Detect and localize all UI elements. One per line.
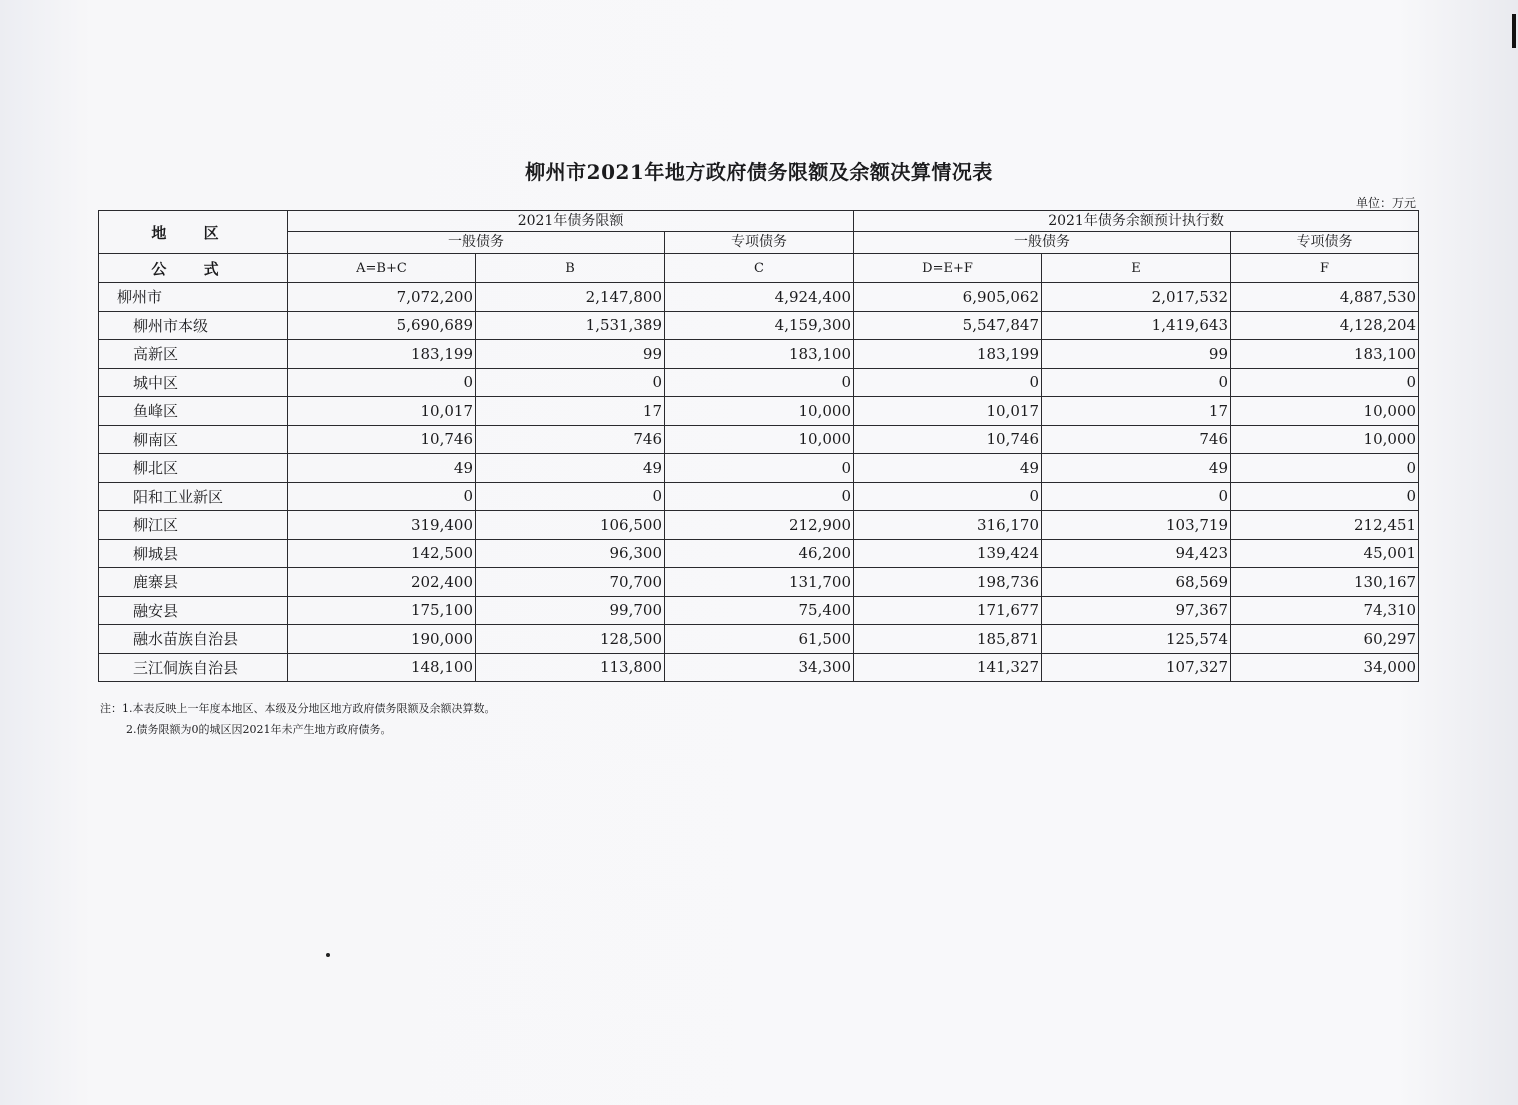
balance-total: 49	[854, 454, 1042, 483]
balance-total: 185,871	[854, 625, 1042, 654]
balance-special-header: 专项债务	[1231, 232, 1419, 254]
region-header: 地 区	[99, 211, 288, 254]
limit-general: 1,531,389	[476, 311, 665, 340]
limit-total: 190,000	[288, 625, 476, 654]
region-name: 鱼峰区	[99, 397, 288, 426]
balance-total: 171,677	[854, 596, 1042, 625]
balance-general: 107,327	[1042, 653, 1231, 682]
limit-total: 319,400	[288, 511, 476, 540]
footnote-1: 注：1.本表反映上一年度本地区、本级及分地区地方政府债务限额及余额决算数。	[100, 702, 496, 715]
region-name: 城中区	[99, 368, 288, 397]
region-name: 柳城县	[99, 539, 288, 568]
formula-f: F	[1231, 254, 1419, 283]
region-name: 融安县	[99, 596, 288, 625]
page-title: 柳州市2021年地方政府债务限额及余额决算情况表	[525, 160, 993, 184]
region-name: 三江侗族自治县	[99, 653, 288, 682]
limit-special: 4,924,400	[665, 283, 854, 312]
region-name: 柳南区	[99, 425, 288, 454]
limit-general: 128,500	[476, 625, 665, 654]
limit-total: 0	[288, 368, 476, 397]
region-name: 柳州市	[99, 283, 288, 312]
region-name: 柳北区	[99, 454, 288, 483]
balance-special: 183,100	[1231, 340, 1419, 369]
balance-special: 212,451	[1231, 511, 1419, 540]
table-row	[99, 625, 1419, 654]
limit-general: 2,147,800	[476, 283, 665, 312]
region-name: 融水苗族自治县	[99, 625, 288, 654]
table-row	[99, 340, 1419, 369]
region-name: 高新区	[99, 340, 288, 369]
table-row	[99, 653, 1419, 682]
table-row	[99, 368, 1419, 397]
table-row	[99, 425, 1419, 454]
limit-total: 148,100	[288, 653, 476, 682]
limit-special: 34,300	[665, 653, 854, 682]
balance-general: 94,423	[1042, 539, 1231, 568]
balance-general: 103,719	[1042, 511, 1231, 540]
footnote-2: 2.债务限额为0的城区因2021年未产生地方政府债务。	[126, 723, 392, 736]
limit-total: 10,746	[288, 425, 476, 454]
limit-general: 70,700	[476, 568, 665, 597]
region-name: 阳和工业新区	[99, 482, 288, 511]
balance-total: 141,327	[854, 653, 1042, 682]
balance-special: 10,000	[1231, 425, 1419, 454]
region-name: 柳州市本级	[99, 311, 288, 340]
table-row	[99, 283, 1419, 312]
limit-special: 61,500	[665, 625, 854, 654]
balance-total: 0	[854, 482, 1042, 511]
limit-general: 99	[476, 340, 665, 369]
table-row	[99, 311, 1419, 340]
scan-speck	[326, 953, 330, 957]
limit-special-header: 专项债务	[665, 232, 854, 254]
table-row	[99, 539, 1419, 568]
balance-special: 130,167	[1231, 568, 1419, 597]
balance-total: 198,736	[854, 568, 1042, 597]
limit-general: 96,300	[476, 539, 665, 568]
balance-special: 74,310	[1231, 596, 1419, 625]
limit-special: 10,000	[665, 397, 854, 426]
unit-label: 单位：万元	[1355, 196, 1416, 210]
limit-total: 0	[288, 482, 476, 511]
limit-special: 75,400	[665, 596, 854, 625]
limit-total: 202,400	[288, 568, 476, 597]
table-row	[99, 511, 1419, 540]
formula-a: A=B+C	[288, 254, 476, 283]
limit-special: 0	[665, 368, 854, 397]
limit-total: 142,500	[288, 539, 476, 568]
limit-special: 131,700	[665, 568, 854, 597]
limit-general: 106,500	[476, 511, 665, 540]
footnotes	[100, 698, 496, 740]
limit-special: 10,000	[665, 425, 854, 454]
balance-special: 45,001	[1231, 539, 1419, 568]
limit-total: 7,072,200	[288, 283, 476, 312]
limit-general-header: 一般债务	[288, 232, 665, 254]
limit-general: 0	[476, 368, 665, 397]
balance-special: 60,297	[1231, 625, 1419, 654]
balance-total: 0	[854, 368, 1042, 397]
region-name: 柳江区	[99, 511, 288, 540]
limit-general: 113,800	[476, 653, 665, 682]
limit-total: 5,690,689	[288, 311, 476, 340]
limit-total: 183,199	[288, 340, 476, 369]
balance-total: 139,424	[854, 539, 1042, 568]
limit-general: 99,700	[476, 596, 665, 625]
limit-special: 46,200	[665, 539, 854, 568]
debt-table	[98, 210, 1419, 682]
balance-general: 49	[1042, 454, 1231, 483]
limit-general: 17	[476, 397, 665, 426]
balance-general: 0	[1042, 482, 1231, 511]
limit-special: 183,100	[665, 340, 854, 369]
limit-special: 0	[665, 454, 854, 483]
balance-total: 10,746	[854, 425, 1042, 454]
balance-special: 4,128,204	[1231, 311, 1419, 340]
balance-general: 68,569	[1042, 568, 1231, 597]
limit-special: 212,900	[665, 511, 854, 540]
table-row	[99, 482, 1419, 511]
table-row	[99, 568, 1419, 597]
scan-edge-mark	[1512, 14, 1516, 48]
formula-d: D=E+F	[854, 254, 1042, 283]
balance-special: 4,887,530	[1231, 283, 1419, 312]
balance-special: 34,000	[1231, 653, 1419, 682]
balance-general: 125,574	[1042, 625, 1231, 654]
limit-special: 4,159,300	[665, 311, 854, 340]
limit-general: 49	[476, 454, 665, 483]
balance-general-header: 一般债务	[854, 232, 1231, 254]
limit-total: 10,017	[288, 397, 476, 426]
formula-b: B	[476, 254, 665, 283]
formula-header: 公 式	[99, 254, 288, 283]
balance-special: 10,000	[1231, 397, 1419, 426]
balance-total: 5,547,847	[854, 311, 1042, 340]
region-name: 鹿寨县	[99, 568, 288, 597]
balance-general: 99	[1042, 340, 1231, 369]
balance-general: 17	[1042, 397, 1231, 426]
table-row	[99, 397, 1419, 426]
table-row	[99, 454, 1419, 483]
balance-general: 0	[1042, 368, 1231, 397]
limit-total: 49	[288, 454, 476, 483]
formula-c: C	[665, 254, 854, 283]
balance-total: 316,170	[854, 511, 1042, 540]
balance-special: 0	[1231, 454, 1419, 483]
limit-special: 0	[665, 482, 854, 511]
balance-group-header: 2021年债务余额预计执行数	[854, 211, 1419, 232]
limit-total: 175,100	[288, 596, 476, 625]
balance-general: 97,367	[1042, 596, 1231, 625]
table-row	[99, 596, 1419, 625]
balance-total: 6,905,062	[854, 283, 1042, 312]
balance-total: 183,199	[854, 340, 1042, 369]
formula-e: E	[1042, 254, 1231, 283]
balance-general: 1,419,643	[1042, 311, 1231, 340]
balance-special: 0	[1231, 482, 1419, 511]
limit-group-header: 2021年债务限额	[288, 211, 854, 232]
balance-general: 2,017,532	[1042, 283, 1231, 312]
limit-general: 746	[476, 425, 665, 454]
balance-total: 10,017	[854, 397, 1042, 426]
limit-general: 0	[476, 482, 665, 511]
balance-special: 0	[1231, 368, 1419, 397]
balance-general: 746	[1042, 425, 1231, 454]
